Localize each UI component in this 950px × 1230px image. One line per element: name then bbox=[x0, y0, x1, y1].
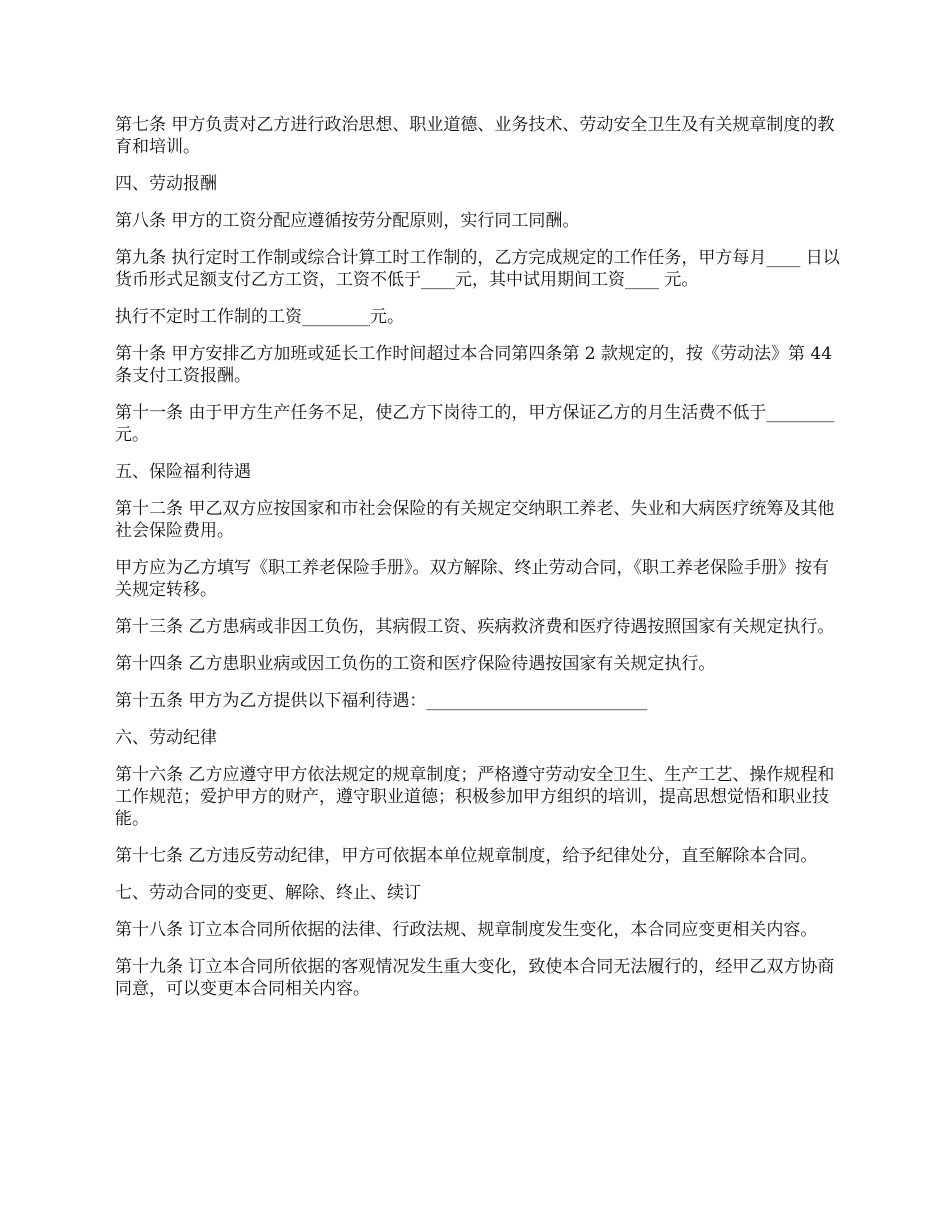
section-heading-insurance-welfare: 五、保险福利待遇 bbox=[115, 462, 251, 482]
section-heading-labor-discipline: 六、劳动纪律 bbox=[115, 728, 217, 748]
section-heading-labor-remuneration: 四、劳动报酬 bbox=[115, 174, 217, 194]
clause-19: 第十九条 订立本合同所依据的客观情况发生重大变化，致使本合同无法履行的，经甲乙双方协商同意，可以变更本合同相关内容。 bbox=[115, 957, 835, 999]
clause-12-pension-handbook: 甲方应为乙方填写《职工养老保险手册》。双方解除、终止劳动合同，《职工养老保险手册》按有关规定转移。 bbox=[115, 558, 829, 600]
clause-9: 第九条 执行定时工作制或综合计算工时工作制的，乙方完成规定的工作任务，甲方每月____ 日以货币形式足额支付乙方工资，工资不低于____元，其中试用期间工资____ 元。 bbox=[115, 248, 840, 290]
clause-8: 第八条 甲方的工资分配应遵循按劳分配原则，实行同工同酬。 bbox=[115, 211, 580, 231]
clause-18: 第十八条 订立本合同所依据的法律、行政法规、规章制度发生变化，本合同应变更相关内容。 bbox=[115, 920, 818, 940]
clause-14: 第十四条 乙方患职业病或因工负伤的工资和医疗保险待遇按国家有关规定执行。 bbox=[115, 654, 716, 674]
clause-9-variable-hours: 执行不定时工作制的工资________元。 bbox=[115, 307, 404, 327]
document-body bbox=[115, 114, 840, 1015]
clause-16: 第十六条 乙方应遵守甲方依法规定的规章制度；严格遵守劳动安全卫生、生产工艺、操作规程和工作规范；爱护甲方的财产，遵守职业道德；积极参加甲方组织的培训，提高思想觉悟和职业技能。 bbox=[115, 765, 835, 829]
clause-13: 第十三条 乙方患病或非因工负伤，其病假工资、疾病救济费和医疗待遇按照国家有关规定执行。 bbox=[115, 617, 835, 637]
clause-10: 第十条 甲方安排乙方加班或延长工作时间超过本合同第四条第 2 款规定的，按《劳动法》第 44 条支付工资报酬。 bbox=[115, 344, 833, 386]
section-heading-contract-changes: 七、劳动合同的变更、解除、终止、续订 bbox=[115, 883, 421, 903]
clause-11: 第十一条 由于甲方生产任务不足，使乙方下岗待工的，甲方保证乙方的月生活费不低于________元。 bbox=[115, 403, 835, 445]
clause-15: 第十五条 甲方为乙方提供以下福利待遇：__________________________ bbox=[115, 691, 648, 711]
clause-12: 第十二条 甲乙双方应按国家和市社会保险的有关规定交纳职工养老、失业和大病医疗统筹及其他社会保险费用。 bbox=[115, 499, 835, 541]
clause-7: 第七条 甲方负责对乙方进行政治思想、职业道德、业务技术、劳动安全卫生及有关规章制度的教育和培训。 bbox=[115, 115, 835, 157]
clause-17: 第十七条 乙方违反劳动纪律，甲方可依据本单位规章制度，给予纪律处分，直至解除本合同。 bbox=[115, 846, 818, 866]
